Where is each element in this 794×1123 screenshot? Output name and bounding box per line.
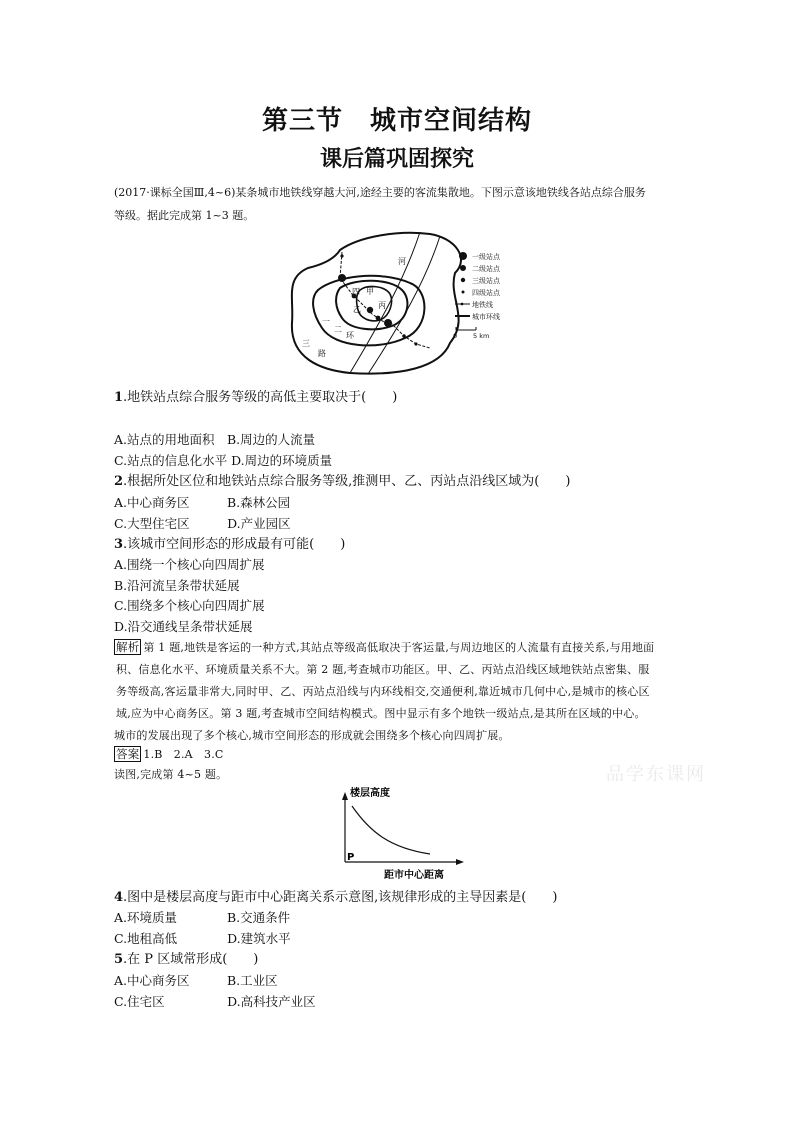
- ring-label-lu: 路: [318, 349, 326, 358]
- answer-line: 答案 1.B 2.A 3.C: [116, 747, 224, 761]
- height-distance-graph: [330, 782, 470, 882]
- q3-option-c: C.围绕多个核心向四周扩展: [114, 598, 265, 613]
- intro-line-1: (2017·课标全国Ⅲ,4~6)某条城市地铁线穿越大河,途经主要的客流集散地。下图示意该地铁线各站点综合服务: [114, 186, 646, 199]
- svg-text:二级站点: 二级站点: [472, 265, 500, 273]
- q3-option-d: D.沿交通线呈条带状延展: [114, 619, 253, 634]
- svg-text:四级站点: 四级站点: [472, 289, 500, 297]
- svg-text:地铁线: 地铁线: [472, 301, 493, 309]
- q2-option-line-1: A.中心商务区 B.森林公园: [114, 495, 291, 510]
- q2-option-line-2: C.大型住宅区 D.产业园区: [114, 516, 291, 531]
- question-1: 1.地铁站点综合服务等级的高低主要取决于( ): [114, 390, 398, 405]
- q1-option-line-1: A.站点的用地面积 B.周边的人流量: [114, 432, 316, 447]
- ring-label-one: 一: [322, 317, 330, 326]
- analysis-tag: 解析: [116, 640, 140, 654]
- analysis-line-4: 域,应为中心商务区。第 3 题,考查城市空间结构模式。图中显示有多个地铁一级站点,是其所在区域的中心。: [116, 707, 646, 720]
- analysis-line-1: 解析 第 1 题,地铁是客运的一种方式,其站点等级高低取决于客运量,与周边地区的人流量有直接关系,与用地面: [116, 640, 655, 654]
- question-5: 5.在 P 区域常形成( ): [114, 952, 259, 967]
- ring-label-four: 四: [352, 287, 360, 296]
- label-he: 河: [398, 257, 406, 266]
- ring-label-huan: 环: [346, 331, 354, 340]
- watermark: 品学东课网: [606, 764, 706, 785]
- label-bing: 丙: [378, 301, 386, 310]
- page-subtitle: 课后篇巩固探究: [319, 146, 474, 172]
- label-jia: 甲: [366, 287, 374, 296]
- intro-line-2: 等级。据此完成第 1~3 题。: [114, 209, 255, 222]
- page-title: 第三节 城市空间结构: [261, 106, 532, 136]
- svg-text:5 km: 5 km: [473, 332, 490, 340]
- q4-option-line-2: C.地租高低 D.建筑水平: [114, 931, 291, 946]
- analysis-line-3: 务等级高,客运量非常大,同时甲、乙、丙站点沿线与内环线相交,交通便利,靠近城市几何中心,是城市的核心区: [116, 685, 650, 698]
- graph-xlabel: 距市中心距离: [384, 870, 444, 881]
- answer-tag: 答案: [116, 747, 140, 761]
- q4-option-line-1: A.环境质量 B.交通条件: [114, 910, 291, 925]
- graph-ylabel: 楼层高度: [350, 788, 390, 799]
- question-2: 2.根据所处区位和地铁站点综合服务等级,推测甲、乙、丙站点沿线区域为( ): [114, 474, 571, 489]
- svg-text:城市环线: 城市环线: [472, 313, 500, 321]
- ring-label-two: 二: [334, 325, 342, 334]
- intro-q4-5: 读图,完成第 4~5 题。: [114, 768, 228, 781]
- q3-option-b: B.沿河流呈条带状延展: [114, 578, 240, 593]
- question-3: 3.该城市空间形态的形成最有可能( ): [114, 537, 346, 552]
- svg-text:一级站点: 一级站点: [472, 253, 500, 261]
- analysis-block: [114, 637, 694, 747]
- ring-label-three: 三: [302, 339, 310, 348]
- q5-option-line-2: C.住宅区 D.高科技产业区: [114, 994, 316, 1009]
- q3-option-a: A.围绕一个核心向四周扩展: [114, 557, 265, 572]
- graph-point-p: P: [347, 852, 355, 863]
- subway-map-figure: [280, 228, 520, 378]
- analysis-line-2: 积、信息化水平、环境质量关系不大。第 2 题,考查城市功能区。甲、乙、丙站点沿线区域地铁站点密集、服: [116, 663, 650, 676]
- question-4: 4.图中是楼层高度与距市中心距离关系示意图,该规律形成的主导因素是( ): [114, 890, 558, 905]
- q5-option-line-1: A.中心商务区 B.工业区: [114, 973, 278, 988]
- svg-text:三级站点: 三级站点: [472, 277, 500, 285]
- analysis-line-5: 城市的发展出现了多个核心,城市空间形态的形成就会围绕多个核心向四周扩展。: [114, 729, 510, 742]
- svg-text:0: 0: [453, 332, 458, 340]
- label-yi: 乙: [353, 305, 361, 314]
- q1-option-line-2: C.站点的信息化水平 D.周边的环境质量: [114, 453, 333, 468]
